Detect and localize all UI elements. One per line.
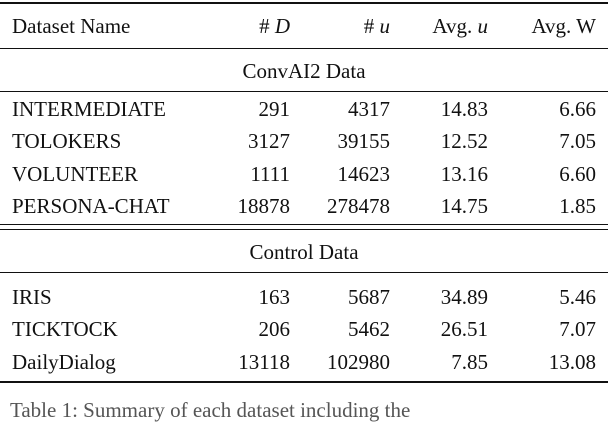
table-caption: Table 1: Summary of each dataset including the (10, 398, 411, 422)
double-rule-top (0, 224, 608, 225)
num-dialogues-cell: 18878 (237, 194, 290, 218)
avg-words-cell: 1.85 (559, 194, 596, 218)
section-title-convai2: ConvAI2 Data (242, 59, 366, 83)
num-utterances-cell: 39155 (337, 129, 390, 153)
section-rule (0, 272, 608, 273)
avg-words-cell: 6.66 (559, 97, 596, 121)
header-avg-utterances (432, 11, 488, 41)
header-row (0, 11, 608, 41)
num-utterances-cell: 14623 (337, 162, 390, 186)
num-dialogues-cell: 3127 (248, 129, 290, 153)
dataset-name-cell: PERSONA-CHAT (12, 194, 170, 218)
header-rule (0, 48, 608, 49)
avg-utterances-cell: 14.75 (440, 194, 488, 218)
header-avg: Avg. (432, 14, 478, 38)
avg-utterances-cell: 7.85 (451, 350, 488, 374)
dataset-name-cell: TICKTOCK (12, 317, 118, 341)
header-hash: # (259, 14, 275, 38)
dataset-name-cell: DailyDialog (12, 350, 116, 374)
bottom-rule (0, 381, 608, 383)
num-dialogues-cell: 291 (258, 97, 290, 121)
header-u: u (379, 14, 390, 38)
table-row (0, 159, 608, 189)
section-title-control: Control Data (249, 240, 359, 264)
avg-utterances-cell: 13.16 (440, 162, 488, 186)
section-rule (0, 91, 608, 92)
num-dialogues-cell: 1111 (250, 162, 290, 186)
num-utterances-cell: 278478 (327, 194, 390, 218)
num-dialogues-cell: 206 (258, 317, 290, 341)
num-utterances-cell: 4317 (348, 97, 390, 121)
avg-words-cell: 13.08 (548, 350, 596, 374)
header-d: D (274, 14, 290, 38)
num-dialogues-cell: 163 (258, 285, 290, 309)
table-row (0, 347, 608, 377)
avg-words-cell: 6.60 (559, 162, 596, 186)
num-utterances-cell: 5462 (348, 317, 390, 341)
table-row (0, 126, 608, 156)
dataset-name-cell: TOLOKERS (12, 129, 122, 153)
table-row (0, 191, 608, 221)
header-hash: # (363, 14, 380, 38)
header-dataset-name: Dataset Name (12, 14, 131, 38)
header-num-dialogues (259, 11, 290, 41)
dataset-name-cell: VOLUNTEER (12, 162, 138, 186)
table-row (0, 94, 608, 124)
dataset-name-cell: INTERMEDIATE (12, 97, 166, 121)
header-avg-words: Avg. W (531, 14, 596, 38)
avg-words-cell: 7.05 (559, 129, 596, 153)
header-num-utterances (364, 11, 390, 41)
avg-utterances-cell: 12.52 (440, 129, 488, 153)
num-dialogues-cell: 13118 (238, 350, 290, 374)
avg-utterances-cell: 34.89 (440, 285, 488, 309)
avg-utterances-cell: 26.51 (440, 317, 488, 341)
avg-words-cell: 5.46 (559, 285, 596, 309)
table-row (0, 314, 608, 344)
double-rule-bottom (0, 229, 608, 230)
num-utterances-cell: 102980 (327, 350, 390, 374)
top-rule (0, 2, 608, 4)
num-utterances-cell: 5687 (348, 285, 390, 309)
dataset-name-cell: IRIS (12, 285, 52, 309)
avg-words-cell: 7.07 (559, 317, 596, 341)
header-u: u (477, 14, 488, 38)
table-row (0, 282, 608, 312)
avg-utterances-cell: 14.83 (440, 97, 488, 121)
